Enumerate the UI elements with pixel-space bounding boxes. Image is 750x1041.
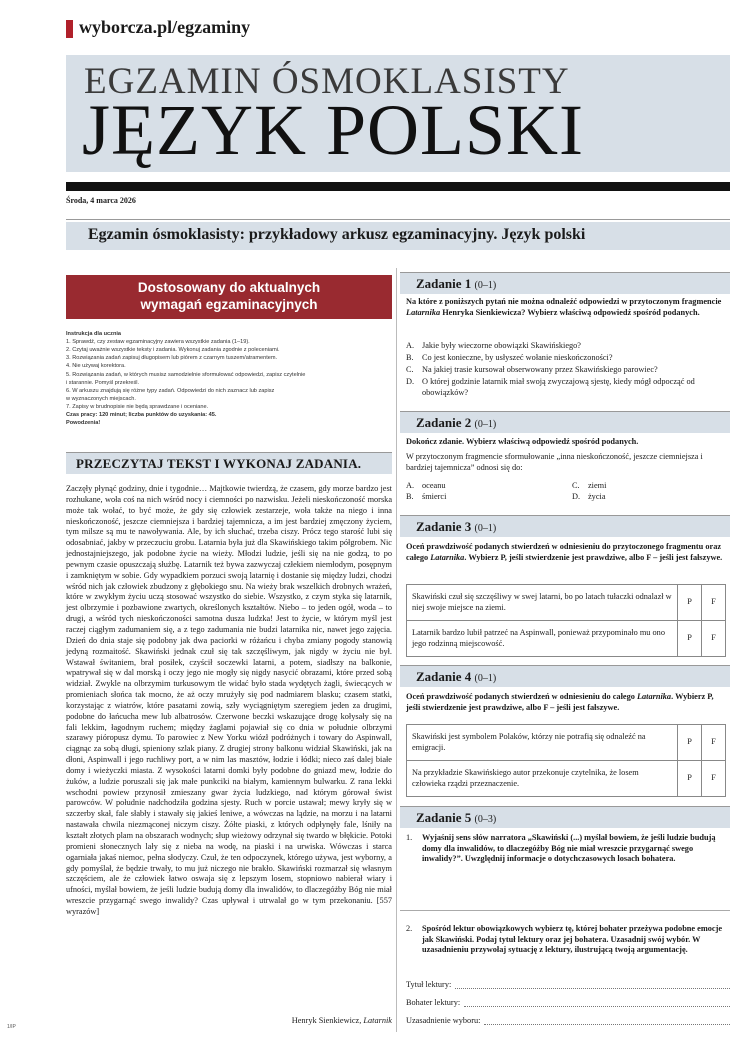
instructions-time: Czas pracy: 120 minut; liczba punktów do uzyskania: 45.	[66, 412, 217, 419]
instructions-list	[66, 338, 392, 411]
question-text: Spośród lektur obowiązkowych wybierz tę, której bohater przeżywa podobne emocje jak Skawiński. Podaj tytuł lektury oraz jej bohatera. Uzasadnij swój wybór. W uzasadnieniu przywołaj sytuację z lektury, ilustrującą twoją argumentację.	[422, 924, 723, 955]
task-1-option-c[interactable]	[406, 365, 726, 376]
true-checkbox[interactable]: P	[678, 725, 702, 761]
task-title-text: Zadanie 5	[416, 810, 472, 825]
justification-field[interactable]	[406, 1016, 730, 1025]
date: Środa, 4 marca 2026	[66, 196, 136, 205]
task-4-title	[416, 669, 496, 685]
option-letter: A.	[406, 481, 415, 490]
story-author	[200, 1016, 392, 1025]
false-checkbox[interactable]: F	[702, 725, 726, 761]
subhead: Egzamin ósmoklasisty: przykładowy arkusz egzaminacyjny. Język polski	[88, 226, 586, 243]
option-letter: B.	[406, 492, 414, 501]
task-points: (0–1)	[474, 523, 497, 534]
field-label: Bohater lektury:	[406, 998, 461, 1007]
brand-mark	[66, 20, 73, 38]
task-4-table	[406, 724, 726, 797]
prompt-text: Oceń prawdziwość podanych stwierdzeń w odniesieniu do przytoczonego fragmentu oraz całego	[406, 542, 722, 562]
title-line-1: EGZAMIN ÓSMOKLASISTY	[84, 61, 570, 102]
option-text: Na jakiej trasie kursował obserwowany przez Skawińskiego parowiec?	[422, 365, 658, 374]
option-text: Jakie były wieczorne obowiązki Skawińskiego?	[422, 341, 581, 350]
title-field[interactable]	[406, 980, 730, 989]
field-line[interactable]	[455, 981, 730, 989]
option-letter: C.	[572, 481, 580, 490]
task-1-prompt	[406, 297, 726, 318]
task-title-text: Zadanie 4	[416, 669, 472, 684]
task-title-text: Zadanie 3	[416, 519, 472, 534]
field-line[interactable]	[484, 1017, 730, 1025]
instruction-item: w wyznaczonych miejscach.	[66, 395, 136, 402]
task-3-title	[416, 519, 496, 535]
option-letter: D.	[406, 377, 415, 386]
instructions-luck: Powodzenia!	[66, 420, 101, 427]
option-text: ziemi	[588, 481, 607, 490]
field-line[interactable]	[464, 999, 730, 1007]
task-points: (0–3)	[474, 814, 497, 825]
prompt-text: . Wybierz P, jeśli stwierdzenie jest prawdziwe, albo F – jeśli jest fałszywe.	[464, 552, 723, 562]
table-row	[407, 585, 726, 621]
task-title-text: Zadanie 1	[416, 276, 472, 291]
author-work: Latarnik	[363, 1016, 392, 1025]
column-divider	[396, 268, 397, 1032]
task-1-option-d[interactable]	[406, 377, 726, 398]
task-points: (0–1)	[474, 280, 497, 291]
task-title-text: Zadanie 2	[416, 415, 472, 430]
prompt-text: Henryka Sienkiewicza? Wybierz właściwą odpowiedź spośród podanych.	[442, 307, 700, 317]
question-number: 2.	[406, 924, 413, 933]
divider	[66, 182, 730, 191]
table-row	[407, 761, 726, 797]
question-text: Wyjaśnij sens słów narratora „Skawiński (...) myślał bowiem, że jeśli ludzie budują domy dla inwalidów, to dlaczegóżby Bóg nie miał wreszcie przygarnąć swego inwalidy?”. Uwzględnij informacje o dotychczasowych losach bohatera.	[422, 833, 716, 864]
prompt-work: Latarnika	[636, 692, 672, 701]
option-text: Co jest konieczne, by usłyszeć wołanie nieskończoności?	[422, 353, 613, 362]
divider	[66, 219, 730, 220]
true-checkbox[interactable]: P	[678, 761, 702, 797]
instruction-item: 6. W arkuszu znajdują się różne typy zadań. Odpowiedzi do nich zaznacz lub zapisz	[66, 387, 275, 394]
instructions	[66, 330, 392, 427]
statement-text: Skawiński jest symbolem Polaków, którzy nie potrafią się odnaleźć na emigracji.	[407, 725, 678, 761]
option-letter: A.	[406, 341, 415, 350]
prompt-text: Na które z poniższych pytań nie można odnaleźć odpowiedzi w przytoczonym fragmencie	[406, 297, 722, 306]
instruction-item: 1. Sprawdź, czy zestaw egzaminacyjny zawiera wszystkie zadania (1–19).	[66, 339, 250, 346]
task-1-option-b[interactable]	[406, 353, 726, 364]
prompt-text: . Wybierz P, jeśli stwierdzenie jest prawdziwe, albo F – jeśli jest fałszywe.	[406, 692, 714, 712]
statement-text: Latarnik bardzo lubił patrzeć na Aspinwall, ponieważ przypominało mu ono jego rodzinną miejscowość.	[407, 621, 678, 657]
instruction-item: 5. Rozwiązania zadań, w których musisz samodzielnie sformułować odpowiedzi, zapisz czytelnie	[66, 371, 306, 378]
instruction-item: 4. Nie używaj korektora.	[66, 363, 126, 370]
task-2-option-a[interactable]	[406, 481, 566, 492]
task-2-option-b[interactable]	[406, 492, 566, 503]
false-checkbox[interactable]: F	[702, 621, 726, 657]
table-row	[407, 725, 726, 761]
hero-field[interactable]	[406, 998, 730, 1007]
task-2-prompt: Dokończ zdanie. Wybierz właściwą odpowiedź spośród podanych.	[406, 437, 639, 446]
prompt-text: Oceń prawdziwość podanych stwierdzeń w odniesieniu do całego	[406, 692, 635, 701]
option-text: śmierci	[422, 492, 447, 501]
true-checkbox[interactable]: P	[678, 621, 702, 657]
field-label: Tytuł lektury:	[406, 980, 452, 989]
instruction-item: 3. Rozwiązania zadań zapisuj długopisem lub piórem z czarnym tuszem/atramentem.	[66, 355, 278, 362]
statement-text: Skawiński czuł się szczęśliwy w swej latarni, bo po latach tułaczki odnalazł w niej swoje miejsce na ziemi.	[407, 585, 678, 621]
requirements-banner	[66, 275, 392, 319]
task-4-prompt	[406, 692, 726, 713]
page-number: 1/IP	[7, 1024, 16, 1030]
story-text: Zaczęły płynąć godziny, dnie i tygodnie… Majtkowie twierdzą, że czasem, gdy morze bardzo jest rozhukane, woła coś na nich wśród nocy i ciemności po nazwisku. Jeżeli nieskończoność morska może tak wołać, to być może, że gdy się człowiek zestarzeje, woła także na niego i inna nieskończoność, jeszcze ciemniejsza i bardziej tajemnicza, a im jest bardziej zmęczony życiem, tym milsze są mu te nawoływania. Ale, by ich słuchać, trzeba ciszy. Prócz tego starość lubi się odosabniać, jakby w przeczuciu grobu. Latarnia była już dla Skawińskiego takim półgrobem. Nic jednostajniejszego, jak podobne życie na wieży. Młodzi ludzie, jeśli się na nie godzą, to po pewnym czasie opuszczają służbę. Latarnik też bywa zazwyczaj człekiem niemłodym, posępnym i zamkniętym w sobie. Gdy wypadkiem porzuci swoją latarnię i dostanie się między ludzi, chodzi wśród nich jak człowiek zbudzony z głębokiego snu. Na wieży brak wszelkich drobnych wrażeń, które w zwykłym życiu uczą stosować wszystko do siebie. Wszystko, z czym styka się latarnik, jest olbrzymie i pozbawione zwartych, określonych kształtów. Niebo – to jeden ogół, woda – to drugi, a wśród tych nieskończoności samotna dusza ludzka! Jest to życie, w którym myśl jest raczej ciągłym zadumaniem się, a z tego zadumania nie budzi latarnika nic, nawet jego zajęcia. Dzień do dnia staje się podobny jak dwa paciorki w różańcu i chyba zmiany pogody stanowią jedyną rozmaitość. Skawiński jednak czuł się tak szczęśliwym, jak nigdy w życiu nie był. Wstawał świtaniem, brał posiłek, czyścił soczewki latarni, a potem, siadłszy na balkonie, wpatrywał się w dal morską i oczy jego nie mogły się nigdy nasycić obrazami, które przed sobą widział. Zwykle na olbrzymim turkusowym tle widać było stada wydętych żagli, świecących w promieniach słońca tak mocno, że aż oczy mrużyły się pod nadmiarem blasku; czasem statki, korzystając z wiatrów, które pasatami zowią, szły wyciągniętym szeregiem jeden za drugimi, podobne do łańcucha mew lub albatrosów. Czerwone beczki wskazujące drogę kołysały się na fali lekkim, łagodnym ruchem; między żaglami pojawiał się co dnia w południe olbrzymi szarawy pióropusz dymu. To parowiec z New Yorku wiózł podróżnych i towary do Aspinwall, ciągnąc za sobą długi, spieniony szlak piany. Z drugiej strony balkonu widział Skawiński, jak na dłoni, Aspinwall i jego ruchliwy port, a w nim las masztów, łodzie i łódki; nieco zaś dalej białe domy i wieżyczki miasta. Z wysokości latarni domki były podobne do gniazd mew, łodzie do żuków, a ludzie poruszali się jak małe punkciki na białym, kamiennym bulwarku. Z rana lekki wschodni powiew przynosił zmieszany gwar życia ludzkiego, nad którym górował świst parowców. W południe nadchodziła godzina sjesty. Ruch w porcie ustawał; mewy kryły się w szczerby skał, fale słabły i stawały się jakieś leniwe, a wówczas na lądzie, na morzu i na latarni nastawała chwila niezmąconej niczym ciszy. Żółte piaski, z których odpłynęły fale, lśniły na kształt złotych plam na obszarach wodnych; słup wieżowy odrzynał się twardo w błękicie. Potoki promieni słonecznych lały się z nieba na wodę, na piaski i na urwiska. Wówczas i starca ogarniała jakaś niemoc, pełna słodyczy. Czuł, że ten odpoczynek, którego używa, jest wyborny, a gdy pomyślał, że będzie trwały, to mu już niczego nie brakło. Skawiński rozmarzał się własnym szczęściem, ale że człowiek łatwo oswaja się z lepszym losem, stopniowo nabierał wiary i ufności, myślał bowiem, że jeśli ludzie budują domy dla inwalidów, to dlaczegóżby Bóg nie miał wreszcie przygarnąć swego inwalidy? Czas upływał i utrwalał go w tym przekonaniu. [557 wyrazów]	[66, 484, 392, 916]
false-checkbox[interactable]: F	[702, 761, 726, 797]
instructions-title: Instrukcja dla ucznia	[66, 331, 122, 337]
field-label: Uzasadnienie wyboru:	[406, 1016, 481, 1025]
option-text: O której godzinie latarnik miał swoją zwyczajową sjestę, kiedy mógł odpocząć od obowiązków?	[422, 377, 695, 397]
task-2-option-d[interactable]	[572, 492, 722, 503]
task-2-option-c[interactable]	[572, 481, 722, 492]
read-heading: PRZECZYTAJ TEKST I WYKONAJ ZADANIA.	[76, 456, 362, 471]
task-1-title	[416, 276, 496, 292]
true-checkbox[interactable]: P	[678, 585, 702, 621]
prompt-work: Latarnika	[430, 552, 465, 562]
option-text: oceanu	[422, 481, 446, 490]
site-name[interactable]: wyborcza.pl/egzaminy	[79, 17, 251, 37]
table-row	[407, 621, 726, 657]
instruction-item: i starannie. Pomyśl przekreśl.	[66, 379, 140, 386]
divider	[400, 910, 730, 911]
prompt-work: Latarnika	[406, 307, 441, 317]
task-3-table	[406, 584, 726, 657]
banner-line-2: wymagań egzaminacyjnych	[140, 297, 318, 312]
task-points: (0–1)	[474, 673, 497, 684]
option-letter: D.	[572, 492, 581, 501]
option-text: życia	[588, 492, 606, 501]
question-number: 1.	[406, 833, 413, 842]
task-5-question-2	[406, 924, 726, 956]
task-points: (0–1)	[474, 419, 497, 430]
task-5-title	[416, 810, 496, 826]
false-checkbox[interactable]: F	[702, 585, 726, 621]
task-3-prompt	[406, 542, 726, 563]
author-name: Henryk Sienkiewicz,	[291, 1016, 362, 1025]
task-1-option-a[interactable]	[406, 341, 726, 352]
statement-text: Na przykładzie Skawińskiego autor przekonuje czytelnika, że losem człowieka rządzi przeznaczenie.	[407, 761, 678, 797]
option-letter: C.	[406, 365, 414, 374]
task-2-stem: W przytoczonym fragmencie sformułowanie „inna nieskończoność, jeszcze ciemniejsza i bardziej tajemnicza” odnosi się do:	[406, 452, 703, 472]
title-line-2: JĘZYK POLSKI	[82, 90, 585, 170]
instruction-item: 2. Czytaj uważnie wszystkie teksty i zadania. Wykonuj zadania zgodnie z poleceniami.	[66, 347, 280, 354]
task-5-question-1	[406, 833, 726, 865]
banner-line-1: Dostosowany do aktualnych	[137, 280, 321, 296]
task-2-title	[416, 415, 496, 431]
instruction-item: 7. Zapisy w brudnopisie nie będą sprawdzane i oceniane.	[66, 403, 209, 410]
option-letter: B.	[406, 353, 414, 362]
